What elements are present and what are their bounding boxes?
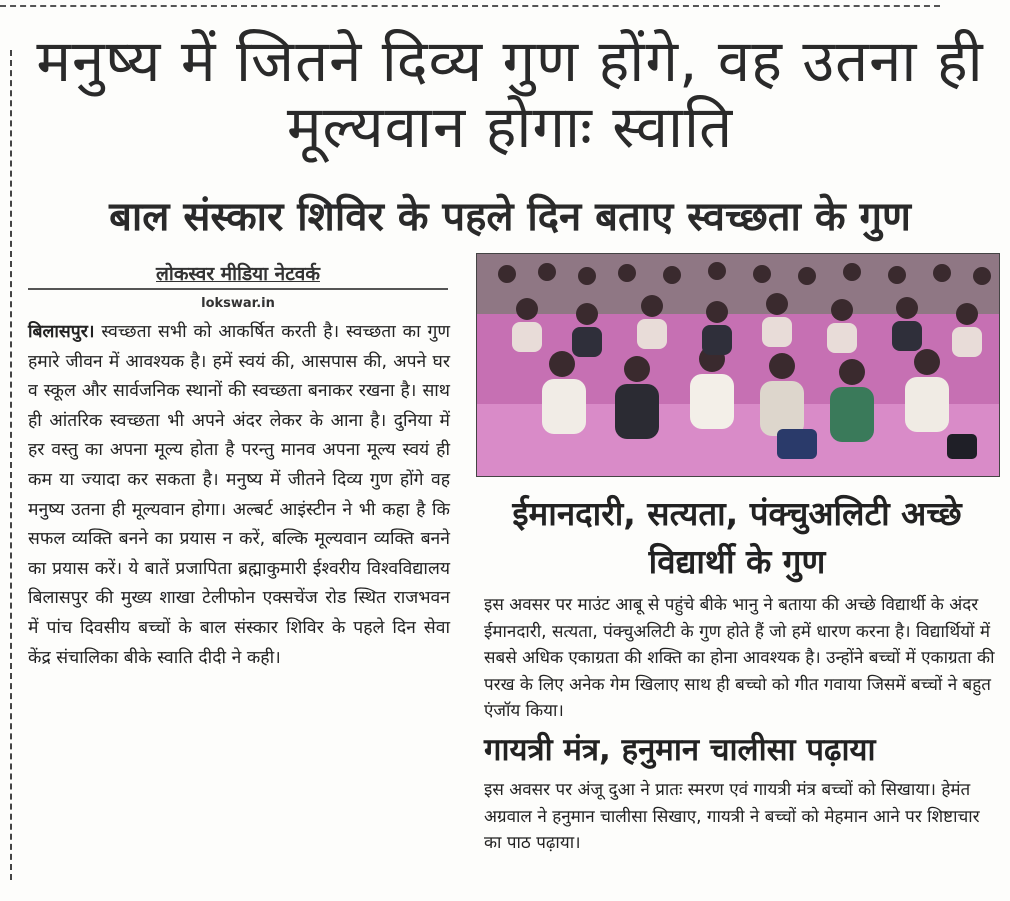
website-label: lokswar.in (201, 296, 275, 311)
top-dashed-rule (0, 5, 940, 7)
article-subheadline: बाल संस्कार शिविर के पहले दिन बताए स्वच्छता के गुण (109, 194, 911, 240)
left-dashed-rule (10, 50, 12, 880)
article-body-left (28, 318, 450, 673)
byline-divider (28, 288, 448, 290)
section-heading-qualities: ईमानदारी, सत्यता, पंक्चुअलिटी अच्छे विद्यार्थी के गुण (512, 494, 962, 581)
article-body-right (484, 592, 996, 857)
body-left-text: स्वच्छता सभी को आकर्षित करती है। स्वच्छता का गुण हमारे जीवन में आवश्यक है। हमें स्वयं की, आसपास की, अपने घर व स्कूल और सार्वजनिक स्थानों की स्वच्छता बनाकर रखना है। साथ ही आंतरिक स्वच्छता भी अपने अंदर लेकर के आना है। दुनिया में हर वस्तु का अपना मूल्य होता है परन्तु मानव अपना मूल्य स्वयं ही कम या ज्यादा कर सकता है। मनुष्य में जीतने दिव्य गुण होंगे वह मनुष्य उतना ही मूल्यवान होगा। अल्बर्ट आइंस्टीन ने भी कहा है कि सफल व्यक्ति बनने का प्रयास न करें, बल्कि मूल्यवान व्यक्ति बनने का प्रयास करें। ये बातें प्रजापिता ब्रह्माकुमारी ईश्वरीय विश्वविद्यालय बिलासपुर की मुख्य शाखा टेलीफोन एक्सचेंज रोड स्थित राजभवन में पांच दिवसीय बच्चों के बाल संस्कार शिविर के पहले दिन सेवा केंद्र संचालिका बीके स्वाति दीदी ने कही। (28, 322, 450, 668)
children-photo-illustration (477, 254, 999, 476)
article-headline: मनुष्य में जितने दिव्य गुण होंगे, वह उतना ही मूल्यवान होगाः स्वाति (36, 27, 984, 161)
section-heading-mantra: गायत्री मंत्र, हनुमान चालीसा पढ़ाया (484, 731, 876, 768)
dateline: बिलासपुर। (28, 322, 95, 342)
section-body-qualities: इस अवसर पर माउंट आबू से पहुंचे बीके भानु ने बताया की अच्छे विद्यार्थी के अंदर ईमानदारी, सत्यता, पंक्चुअलिटी के गुण होते हैं जो हमें धारण करना है। विद्यार्थियों में सबसे अधिक एकाग्रता की शक्ति का होना आवश्यक है। उन्होंने बच्चों में एकाग्रता की परख के लिए अनेक गेम खिलाए साथ ही बच्चो को गीत गवाया जिसमें बच्चों ने बहुत एंजॉय किया। (484, 595, 995, 722)
byline: लोकस्वर मीडिया नेटवर्क (156, 263, 320, 285)
section-body-mantra: इस अवसर पर अंजू दुआ ने प्रातः स्मरण एवं गायत्री मंत्र बच्चों को सिखाया। हेमंत अग्रवाल ने हनुमान चालीसा सिखाए, गायत्री ने बच्चों को मेहमान आने पर शिष्टाचार का पाठ पढ़ाया। (484, 779, 980, 854)
article-photo (476, 253, 1000, 477)
